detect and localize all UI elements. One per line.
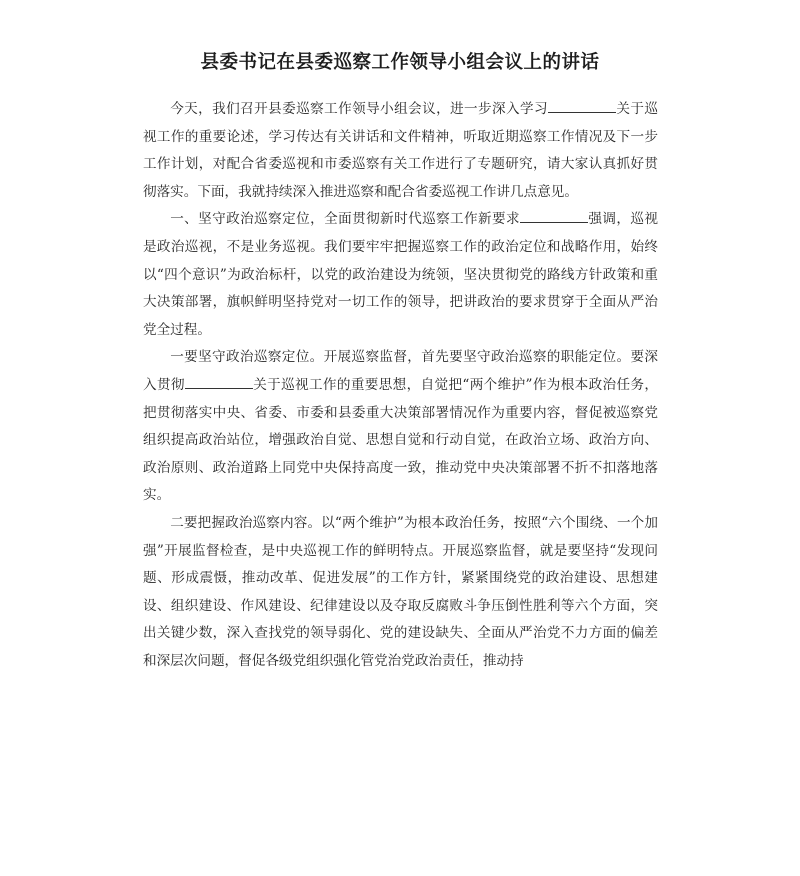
paragraph-point-one (143, 344, 658, 510)
paragraph-text: 一要坚守政治巡察定位。开展巡察监督，首先要坚守政治巡察的职能定位。要深入贯彻 (143, 349, 658, 393)
paragraph-text: 二要把握政治巡察内容。以“两个维护”为根本政治任务，按照“六个围绕、一个加强”开展监督检查，是中央巡视工作的鲜明特点。开展巡察监督，就是要坚持“发现问题、形成震慑，推动改革、促进发展”的工作方针，紧紧围绕党的政治建设、思想建设、组织建设、作风建设、纪律建设以及夺取反腐败斗争压倒性胜利等六个方面，突出关键少数，深入查找党的领导弱化、党的建设缺失、全面从严治党不力方面的偏差和深层次问题，督促各级党组织强化管党治党政治责任，推动持 (143, 514, 658, 669)
fill-in-blank (548, 111, 616, 113)
paragraph-point-two (143, 510, 658, 676)
paragraph-text: 今天，我们召开县委巡察工作领导小组会议，进一步深入学习 (170, 101, 549, 117)
paragraph-text: 关于巡视工作的重要思想，自觉把“两个维护”作为根本政治任务，把贯彻落实中央、省委、市委和县委重大决策部署情况作为重要内容，督促被巡察党组织提高政治站位，增强政治自觉、思想自觉和行动自觉，在政治立场、政治方向、政治原则、政治道路上同党中央保持高度一致，推动党中央决策部署不折不扣落地落实。 (143, 376, 658, 504)
fill-in-blank (520, 221, 588, 223)
paragraph-intro (143, 96, 658, 206)
document-title: 县委书记在县委巡察工作领导小组会议上的讲话 (200, 52, 600, 73)
paragraph-section-one (143, 206, 658, 344)
fill-in-blank (185, 387, 253, 389)
paragraph-text: 强调，巡视是政治巡视，不是业务巡视。我们要牢牢把握巡察工作的政治定位和战略作用，始终以“四个意识”为政治标杆，以党的政治建设为统领，坚决贯彻党的路线方针政策和重大决策部署，旗帜鲜明坚持党对一切工作的领导，把讲政治的要求贯穿于全面从严治党全过程。 (143, 211, 658, 338)
document-body (143, 96, 658, 675)
paragraph-text: 一、坚守政治巡察定位，全面贯彻新时代巡察工作新要求 (170, 211, 521, 228)
paragraph-text: 关于巡视工作的重要论述，学习传达有关讲话和文件精神，听取近期巡察工作情况及下一步工作计划，对配合省委巡视和市委巡察有关工作进行了专题研究，请大家认真抓好贯彻落实。下面，我就持续深入推进巡察和配合省委巡视工作讲几点意见。 (143, 101, 659, 200)
